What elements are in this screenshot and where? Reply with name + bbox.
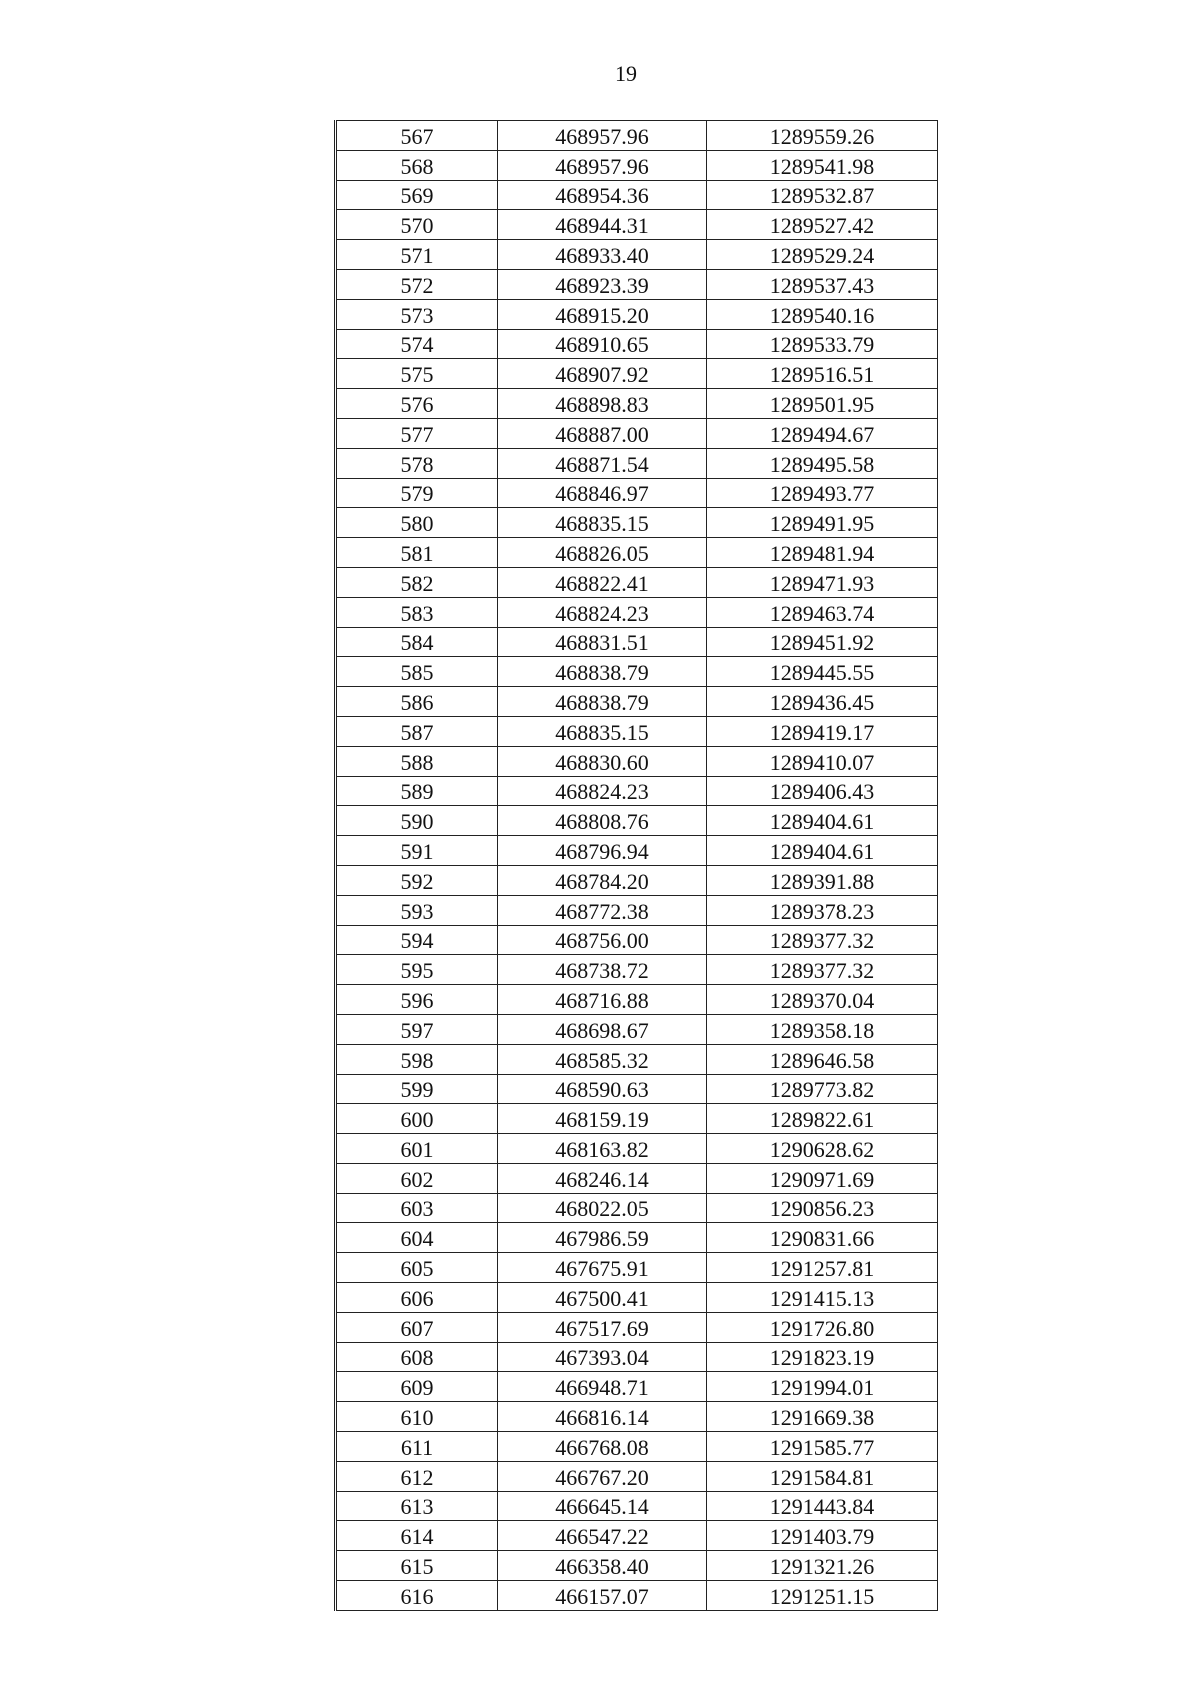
y-coordinate-cell: 1289445.55	[707, 657, 938, 687]
coordinates-table-container	[334, 120, 932, 1611]
x-coordinate-cell: 468907.92	[498, 359, 707, 389]
y-coordinate-cell: 1289410.07	[707, 746, 938, 776]
y-coordinate-cell: 1289529.24	[707, 240, 938, 270]
x-coordinate-cell: 466645.14	[498, 1491, 707, 1521]
x-coordinate-cell: 468915.20	[498, 299, 707, 329]
y-coordinate-cell: 1289501.95	[707, 389, 938, 419]
x-coordinate-cell: 468808.76	[498, 806, 707, 836]
table-row	[336, 389, 938, 419]
x-coordinate-cell: 468910.65	[498, 329, 707, 359]
point-number-cell: 581	[336, 538, 498, 568]
point-number-cell: 604	[336, 1223, 498, 1253]
x-coordinate-cell: 468838.79	[498, 687, 707, 717]
y-coordinate-cell: 1290628.62	[707, 1134, 938, 1164]
y-coordinate-cell: 1289404.61	[707, 836, 938, 866]
y-coordinate-cell: 1289436.45	[707, 687, 938, 717]
point-number-cell: 570	[336, 210, 498, 240]
x-coordinate-cell: 468585.32	[498, 1044, 707, 1074]
point-number-cell: 586	[336, 687, 498, 717]
x-coordinate-cell: 466358.40	[498, 1551, 707, 1581]
table-row	[336, 1223, 938, 1253]
table-row	[336, 1044, 938, 1074]
y-coordinate-cell: 1291823.19	[707, 1342, 938, 1372]
y-coordinate-cell: 1289532.87	[707, 180, 938, 210]
table-row	[336, 836, 938, 866]
table-row	[336, 1372, 938, 1402]
x-coordinate-cell: 468871.54	[498, 448, 707, 478]
point-number-cell: 602	[336, 1163, 498, 1193]
y-coordinate-cell: 1289378.23	[707, 895, 938, 925]
x-coordinate-cell: 466767.20	[498, 1461, 707, 1491]
y-coordinate-cell: 1289419.17	[707, 716, 938, 746]
x-coordinate-cell: 468590.63	[498, 1074, 707, 1104]
x-coordinate-cell: 466816.14	[498, 1402, 707, 1432]
x-coordinate-cell: 468738.72	[498, 955, 707, 985]
table-row	[336, 1461, 938, 1491]
y-coordinate-cell: 1289471.93	[707, 567, 938, 597]
y-coordinate-cell: 1289540.16	[707, 299, 938, 329]
point-number-cell: 603	[336, 1193, 498, 1223]
y-coordinate-cell: 1289491.95	[707, 508, 938, 538]
point-number-cell: 580	[336, 508, 498, 538]
point-number-cell: 577	[336, 418, 498, 448]
y-coordinate-cell: 1289406.43	[707, 776, 938, 806]
y-coordinate-cell: 1289533.79	[707, 329, 938, 359]
y-coordinate-cell: 1291251.15	[707, 1581, 938, 1611]
x-coordinate-cell: 466157.07	[498, 1581, 707, 1611]
table-row	[336, 269, 938, 299]
point-number-cell: 599	[336, 1074, 498, 1104]
y-coordinate-cell: 1291403.79	[707, 1521, 938, 1551]
point-number-cell: 613	[336, 1491, 498, 1521]
y-coordinate-cell: 1289516.51	[707, 359, 938, 389]
x-coordinate-cell: 468831.51	[498, 627, 707, 657]
point-number-cell: 608	[336, 1342, 498, 1372]
point-number-cell: 567	[336, 121, 498, 151]
table-row	[336, 1521, 938, 1551]
y-coordinate-cell: 1289404.61	[707, 806, 938, 836]
y-coordinate-cell: 1289537.43	[707, 269, 938, 299]
x-coordinate-cell: 468772.38	[498, 895, 707, 925]
point-number-cell: 607	[336, 1312, 498, 1342]
x-coordinate-cell: 468824.23	[498, 776, 707, 806]
x-coordinate-cell: 468923.39	[498, 269, 707, 299]
point-number-cell: 597	[336, 1014, 498, 1044]
point-number-cell: 596	[336, 985, 498, 1015]
table-row	[336, 1193, 938, 1223]
y-coordinate-cell: 1291584.81	[707, 1461, 938, 1491]
x-coordinate-cell: 468822.41	[498, 567, 707, 597]
x-coordinate-cell: 468698.67	[498, 1014, 707, 1044]
y-coordinate-cell: 1289559.26	[707, 121, 938, 151]
x-coordinate-cell: 468246.14	[498, 1163, 707, 1193]
x-coordinate-cell: 466948.71	[498, 1372, 707, 1402]
x-coordinate-cell: 466768.08	[498, 1432, 707, 1462]
x-coordinate-cell: 468846.97	[498, 478, 707, 508]
point-number-cell: 616	[336, 1581, 498, 1611]
point-number-cell: 588	[336, 746, 498, 776]
point-number-cell: 569	[336, 180, 498, 210]
x-coordinate-cell: 468835.15	[498, 508, 707, 538]
y-coordinate-cell: 1289493.77	[707, 478, 938, 508]
table-row	[336, 121, 938, 151]
point-number-cell: 589	[336, 776, 498, 806]
x-coordinate-cell: 467393.04	[498, 1342, 707, 1372]
x-coordinate-cell: 468784.20	[498, 865, 707, 895]
table-row	[336, 865, 938, 895]
table-row	[336, 1253, 938, 1283]
y-coordinate-cell: 1291257.81	[707, 1253, 938, 1283]
y-coordinate-cell: 1289527.42	[707, 210, 938, 240]
x-coordinate-cell: 468159.19	[498, 1104, 707, 1134]
point-number-cell: 612	[336, 1461, 498, 1491]
x-coordinate-cell: 468830.60	[498, 746, 707, 776]
table-row	[336, 359, 938, 389]
x-coordinate-cell: 467517.69	[498, 1312, 707, 1342]
y-coordinate-cell: 1289495.58	[707, 448, 938, 478]
table-row	[336, 955, 938, 985]
point-number-cell: 574	[336, 329, 498, 359]
table-row	[336, 329, 938, 359]
point-number-cell: 593	[336, 895, 498, 925]
x-coordinate-cell: 468954.36	[498, 180, 707, 210]
table-row	[336, 776, 938, 806]
y-coordinate-cell: 1289451.92	[707, 627, 938, 657]
y-coordinate-cell: 1289377.32	[707, 955, 938, 985]
y-coordinate-cell: 1290856.23	[707, 1193, 938, 1223]
x-coordinate-cell: 467986.59	[498, 1223, 707, 1253]
y-coordinate-cell: 1291994.01	[707, 1372, 938, 1402]
y-coordinate-cell: 1289646.58	[707, 1044, 938, 1074]
y-coordinate-cell: 1289358.18	[707, 1014, 938, 1044]
table-row	[336, 1163, 938, 1193]
x-coordinate-cell: 468898.83	[498, 389, 707, 419]
x-coordinate-cell: 468756.00	[498, 925, 707, 955]
x-coordinate-cell: 468796.94	[498, 836, 707, 866]
table-row	[336, 1312, 938, 1342]
table-row	[336, 925, 938, 955]
y-coordinate-cell: 1291585.77	[707, 1432, 938, 1462]
point-number-cell: 584	[336, 627, 498, 657]
x-coordinate-cell: 467675.91	[498, 1253, 707, 1283]
point-number-cell: 605	[336, 1253, 498, 1283]
table-row	[336, 508, 938, 538]
table-row	[336, 895, 938, 925]
point-number-cell: 595	[336, 955, 498, 985]
y-coordinate-cell: 1289463.74	[707, 597, 938, 627]
x-coordinate-cell: 468835.15	[498, 716, 707, 746]
table-row	[336, 240, 938, 270]
table-row	[336, 418, 938, 448]
point-number-cell: 601	[336, 1134, 498, 1164]
table-row	[336, 1491, 938, 1521]
coordinates-table-body	[336, 121, 938, 1611]
point-number-cell: 575	[336, 359, 498, 389]
y-coordinate-cell: 1289773.82	[707, 1074, 938, 1104]
x-coordinate-cell: 468944.31	[498, 210, 707, 240]
point-number-cell: 590	[336, 806, 498, 836]
point-number-cell: 587	[336, 716, 498, 746]
y-coordinate-cell: 1290831.66	[707, 1223, 938, 1253]
table-row	[336, 1134, 938, 1164]
point-number-cell: 610	[336, 1402, 498, 1432]
table-row	[336, 299, 938, 329]
y-coordinate-cell: 1291415.13	[707, 1283, 938, 1313]
y-coordinate-cell: 1291443.84	[707, 1491, 938, 1521]
table-row	[336, 567, 938, 597]
table-row	[336, 180, 938, 210]
x-coordinate-cell: 468957.96	[498, 121, 707, 151]
table-row	[336, 985, 938, 1015]
x-coordinate-cell: 468838.79	[498, 657, 707, 687]
table-row	[336, 1283, 938, 1313]
table-row	[336, 1432, 938, 1462]
table-row	[336, 1014, 938, 1044]
point-number-cell: 611	[336, 1432, 498, 1462]
y-coordinate-cell: 1289377.32	[707, 925, 938, 955]
y-coordinate-cell: 1289370.04	[707, 985, 938, 1015]
point-number-cell: 594	[336, 925, 498, 955]
x-coordinate-cell: 467500.41	[498, 1283, 707, 1313]
point-number-cell: 573	[336, 299, 498, 329]
table-row	[336, 1402, 938, 1432]
point-number-cell: 568	[336, 150, 498, 180]
point-number-cell: 606	[336, 1283, 498, 1313]
table-row	[336, 627, 938, 657]
point-number-cell: 582	[336, 567, 498, 597]
x-coordinate-cell: 466547.22	[498, 1521, 707, 1551]
x-coordinate-cell: 468022.05	[498, 1193, 707, 1223]
x-coordinate-cell: 468716.88	[498, 985, 707, 1015]
table-row	[336, 1581, 938, 1611]
x-coordinate-cell: 468887.00	[498, 418, 707, 448]
table-row	[336, 210, 938, 240]
table-row	[336, 538, 938, 568]
point-number-cell: 572	[336, 269, 498, 299]
table-row	[336, 150, 938, 180]
y-coordinate-cell: 1291321.26	[707, 1551, 938, 1581]
y-coordinate-cell: 1289822.61	[707, 1104, 938, 1134]
table-row	[336, 687, 938, 717]
y-coordinate-cell: 1289541.98	[707, 150, 938, 180]
point-number-cell: 598	[336, 1044, 498, 1074]
y-coordinate-cell: 1290971.69	[707, 1163, 938, 1193]
x-coordinate-cell: 468824.23	[498, 597, 707, 627]
point-number-cell: 576	[336, 389, 498, 419]
point-number-cell: 592	[336, 865, 498, 895]
table-row	[336, 1074, 938, 1104]
point-number-cell: 585	[336, 657, 498, 687]
y-coordinate-cell: 1289494.67	[707, 418, 938, 448]
table-row	[336, 716, 938, 746]
table-row	[336, 657, 938, 687]
point-number-cell: 571	[336, 240, 498, 270]
point-number-cell: 614	[336, 1521, 498, 1551]
table-row	[336, 746, 938, 776]
point-number-cell: 609	[336, 1372, 498, 1402]
table-row	[336, 597, 938, 627]
x-coordinate-cell: 468957.96	[498, 150, 707, 180]
table-row	[336, 1551, 938, 1581]
point-number-cell: 579	[336, 478, 498, 508]
point-number-cell: 578	[336, 448, 498, 478]
y-coordinate-cell: 1289391.88	[707, 865, 938, 895]
point-number-cell: 591	[336, 836, 498, 866]
x-coordinate-cell: 468163.82	[498, 1134, 707, 1164]
coordinates-table	[334, 120, 938, 1611]
table-row	[336, 1342, 938, 1372]
point-number-cell: 600	[336, 1104, 498, 1134]
table-row	[336, 806, 938, 836]
x-coordinate-cell: 468933.40	[498, 240, 707, 270]
y-coordinate-cell: 1291726.80	[707, 1312, 938, 1342]
page-number: 19	[615, 61, 637, 86]
point-number-cell: 615	[336, 1551, 498, 1581]
y-coordinate-cell: 1291669.38	[707, 1402, 938, 1432]
table-row	[336, 448, 938, 478]
table-row	[336, 478, 938, 508]
point-number-cell: 583	[336, 597, 498, 627]
table-row	[336, 1104, 938, 1134]
y-coordinate-cell: 1289481.94	[707, 538, 938, 568]
x-coordinate-cell: 468826.05	[498, 538, 707, 568]
